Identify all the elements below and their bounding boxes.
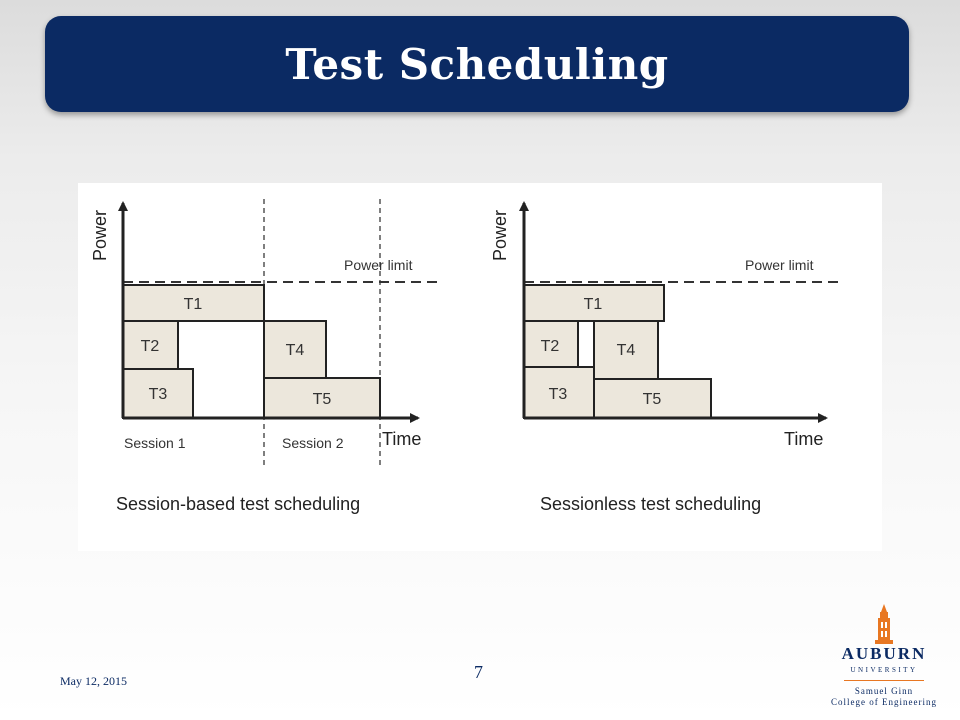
scheduling-figure [78,183,882,551]
scheduling-diagrams [78,183,882,551]
tower-icon [872,604,896,644]
logo-college-line1: Samuel Ginn [854,686,914,696]
sessionless-caption: Sessionless test scheduling [540,494,762,514]
slide-title: Test Scheduling [285,39,669,89]
session-based-caption: Session-based test scheduling [116,494,361,514]
sessionless-diagram [490,203,840,514]
power-limit-label: Power limit [344,257,413,273]
x-axis-label: Time [784,429,824,449]
logo-name: AUBURN [841,644,927,663]
test-label-t1: T1 [583,296,603,313]
test-label-t3: T3 [148,386,168,403]
slide-date: May 12, 2015 [60,674,127,688]
test-label-t3: T3 [548,386,568,403]
test-label-t4: T4 [285,342,305,359]
logo-college-line2: College of Engineering [831,697,937,707]
test-label-t5: T5 [312,391,332,408]
session2-label: Session 2 [282,435,344,451]
logo-divider [844,680,924,681]
session1-label: Session 1 [124,435,186,451]
auburn-logo [822,600,952,712]
power-limit-label: Power limit [745,257,814,273]
x-axis-label: Time [382,429,422,449]
title-bar [45,16,909,112]
test-label-t4: T4 [616,342,636,359]
y-axis-label: Power [90,209,110,261]
test-label-t5: T5 [642,391,662,408]
test-label-t2: T2 [540,338,560,355]
y-axis-label: Power [490,209,510,261]
test-label-t2: T2 [140,338,160,355]
logo-university: UNIVERSITY [850,666,918,674]
session-based-diagram [90,199,440,514]
page-number: 7 [474,662,483,682]
test-label-t1: T1 [183,296,203,313]
